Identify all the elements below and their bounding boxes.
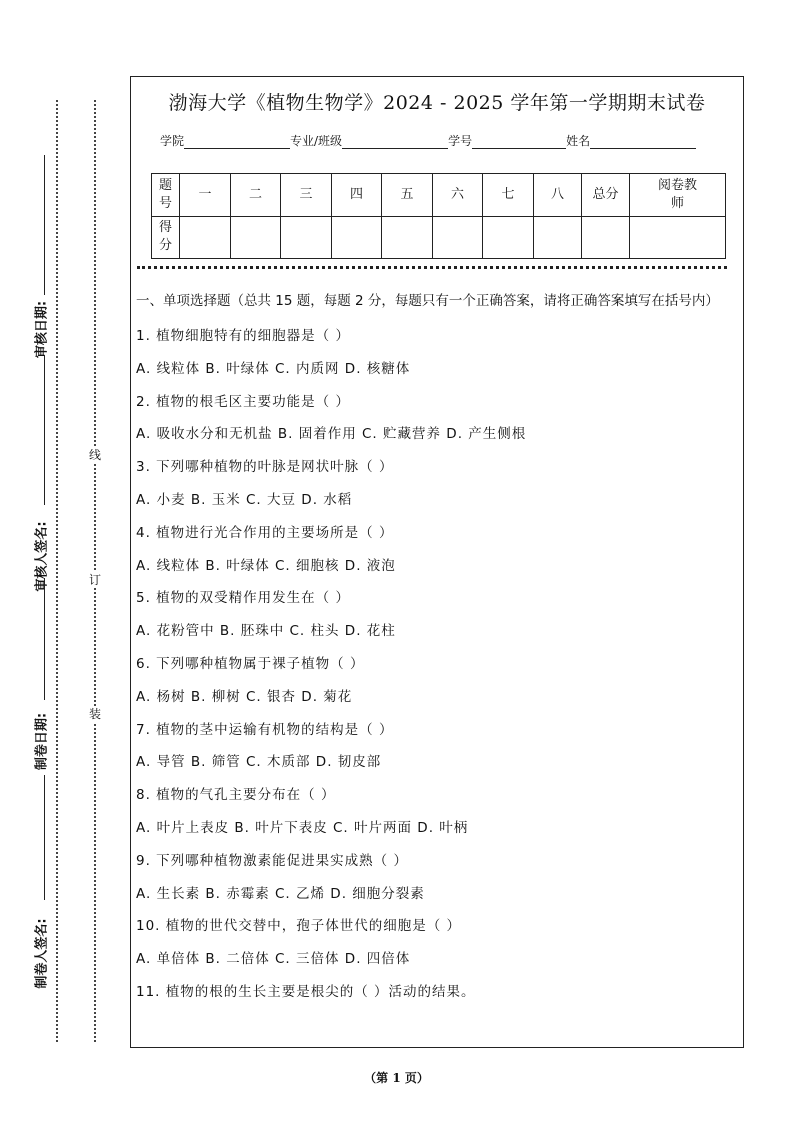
- binding-char-xian: 线: [88, 448, 101, 462]
- col-total: 总分: [582, 174, 630, 217]
- major-label: 专业/班级: [290, 134, 343, 148]
- question-options: A. 吸收水分和无机盐 B. 固着作用 C. 贮藏营养 D. 产生侧根: [136, 426, 527, 443]
- question-number-label: 题号: [152, 174, 180, 217]
- score-cell-6[interactable]: [433, 216, 483, 259]
- question-options: A. 花粉管中 B. 胚珠中 C. 柱头 D. 花柱: [136, 623, 396, 640]
- question-stem: 6. 下列哪种植物属于裸子植物（ ）: [136, 655, 365, 672]
- name-field[interactable]: [590, 134, 696, 149]
- exam-title: 渤海大学《植物生物学》2024 - 2025 学年第一学期期末试卷: [168, 92, 706, 114]
- col-5: 五: [382, 174, 433, 217]
- col-6: 六: [433, 174, 483, 217]
- score-cell-4[interactable]: [332, 216, 382, 259]
- preparer-signature-line: [44, 775, 45, 900]
- score-cell-3[interactable]: [281, 216, 332, 259]
- col-4: 四: [332, 174, 382, 217]
- question-stem: 1. 植物细胞特有的细胞器是（ ）: [136, 328, 350, 344]
- score-label: 得分: [152, 216, 180, 259]
- question-list: [136, 320, 736, 1009]
- question-options: A. 叶片上表皮 B. 叶片下表皮 C. 叶片两面 D. 叶柄: [136, 819, 469, 836]
- question-stem: 10. 植物的世代交替中，孢子体世代的细胞是（ ）: [136, 918, 462, 935]
- question-stem: 4. 植物进行光合作用的主要场所是（ ）: [136, 524, 394, 541]
- score-cell-5[interactable]: [382, 216, 433, 259]
- college-label: 学院: [160, 134, 185, 148]
- col-grader: 阅卷教师: [630, 174, 726, 217]
- binding-char-ding: 订: [88, 573, 101, 587]
- binding-dotted-line-inner: [94, 100, 96, 1042]
- col-7: 七: [483, 174, 534, 217]
- score-table-header-row: [152, 174, 726, 217]
- score-cell-7[interactable]: [483, 216, 534, 259]
- prepare-date-line: [44, 578, 45, 700]
- col-8: 八: [534, 174, 582, 217]
- major-field[interactable]: [342, 134, 448, 149]
- question-options: A. 杨树 B. 柳树 C. 银杏 D. 菊花: [136, 688, 353, 705]
- question-options: A. 线粒体 B. 叶绿体 C. 内质网 D. 核糖体: [136, 360, 411, 377]
- reviewer-signature-line: [44, 355, 45, 505]
- col-2: 二: [231, 174, 281, 217]
- student-info-row: [160, 132, 730, 149]
- page-footer: （第 1 页）: [364, 1071, 429, 1085]
- name-label: 姓名: [566, 134, 591, 148]
- question-stem: 11. 植物的根的生长主要是根尖的（ ）活动的结果。: [136, 983, 476, 1000]
- prepare-date-label: 制卷日期:: [34, 712, 50, 771]
- score-table: [151, 173, 726, 259]
- student-id-field[interactable]: [472, 134, 566, 149]
- question-stem: 5. 植物的双受精作用发生在（ ）: [136, 590, 350, 607]
- student-id-label: 学号: [448, 134, 473, 148]
- score-cell-grader[interactable]: [630, 216, 726, 259]
- question-options: A. 线粒体 B. 叶绿体 C. 细胞核 D. 液泡: [136, 557, 396, 574]
- question-options: A. 导管 B. 筛管 C. 木质部 D. 韧皮部: [136, 754, 382, 771]
- question-stem: 2. 植物的根毛区主要功能是（ ）: [136, 393, 350, 410]
- score-cell-1[interactable]: [180, 216, 231, 259]
- score-cell-8[interactable]: [534, 216, 582, 259]
- section-1-heading: 一、单项选择题（总共 15 题，每题 2 分，每题只有一个正确答案，请将正确答案填写在括号内）: [136, 293, 719, 309]
- col-3: 三: [281, 174, 332, 217]
- preparer-signature-label: 制卷人签名:: [34, 918, 50, 989]
- college-field[interactable]: [184, 134, 290, 149]
- review-date-label: 审核日期:: [34, 300, 50, 359]
- question-stem: 7. 植物的茎中运输有机物的结构是（ ）: [136, 721, 394, 738]
- question-options: A. 单倍体 B. 二倍体 C. 三倍体 D. 四倍体: [136, 951, 411, 968]
- question-stem: 8. 植物的气孔主要分布在（ ）: [136, 787, 336, 804]
- binding-char-zhuang: 装: [88, 707, 101, 721]
- binding-dotted-line-outer: [56, 100, 58, 1042]
- question-stem: 9. 下列哪种植物激素能促进果实成熟（ ）: [136, 852, 408, 869]
- question-stem: 3. 下列哪种植物的叶脉是网状叶脉（ ）: [136, 459, 394, 476]
- score-cell-2[interactable]: [231, 216, 281, 259]
- review-date-line: [44, 155, 45, 295]
- question-area: [136, 290, 736, 1009]
- reviewer-signature-label: 审核人签名:: [34, 521, 50, 592]
- binding-margin: [0, 0, 120, 1122]
- question-options: A. 小麦 B. 玉米 C. 大豆 D. 水稻: [136, 491, 353, 508]
- score-cell-total[interactable]: [582, 216, 630, 259]
- score-table-score-row: [152, 216, 726, 259]
- section-separator: [137, 266, 727, 269]
- col-1: 一: [180, 174, 231, 217]
- question-options: A. 生长素 B. 赤霉素 C. 乙烯 D. 细胞分裂素: [136, 885, 425, 902]
